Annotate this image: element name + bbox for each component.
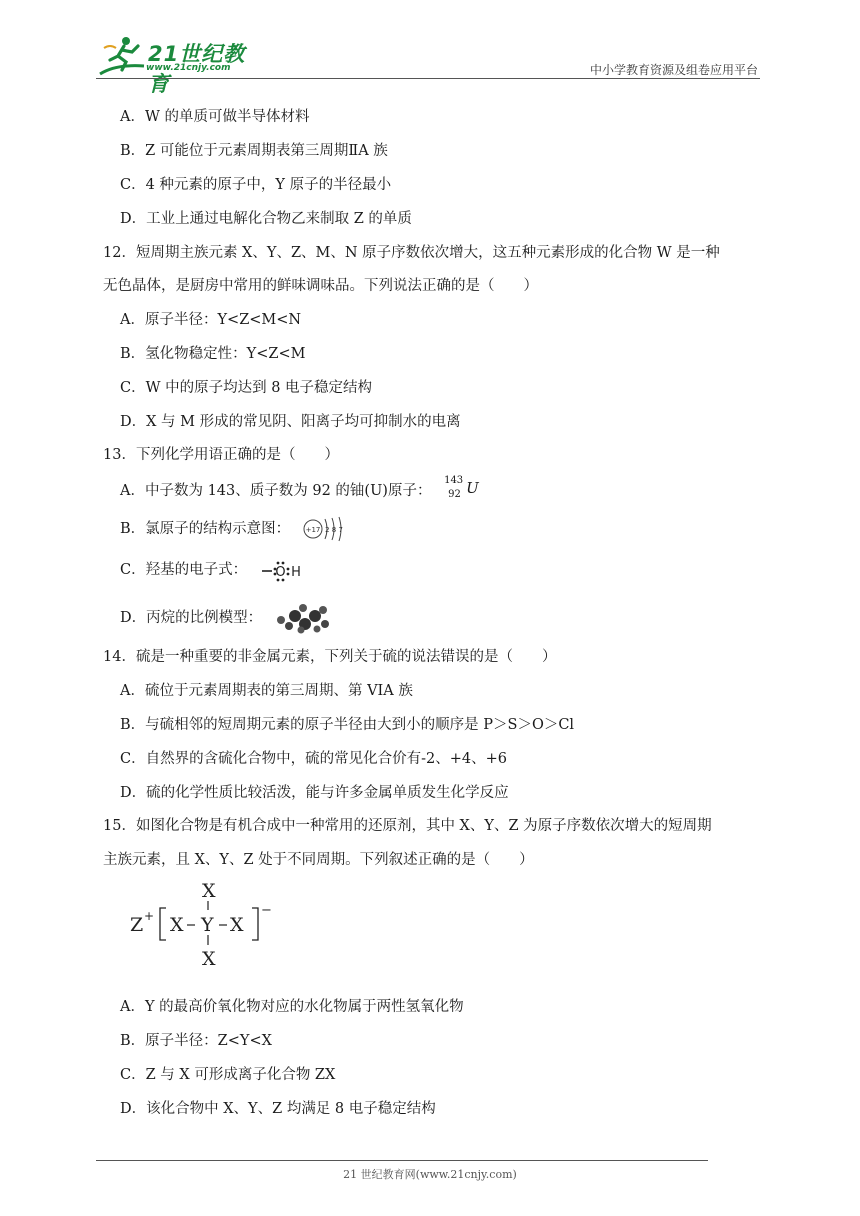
q13-stem: 13．下列化学用语正确的是（ ） xyxy=(103,447,339,463)
page-header xyxy=(96,34,760,96)
nuclide-atomic: 92 xyxy=(448,489,461,500)
q12-option-b: B．氢化物稳定性：Y<Z<M xyxy=(120,346,306,362)
q13-option-c xyxy=(120,555,312,585)
q11-option-c: C．4 种元素的原子中，Y 原子的半径最小 xyxy=(120,177,392,193)
header-divider xyxy=(96,78,760,79)
structure-z: Z xyxy=(130,914,144,936)
q15-option-c: C．Z 与 X 可形成离子化合物 ZX xyxy=(120,1067,336,1083)
chlorine-atom-diagram xyxy=(301,515,351,543)
footer-divider xyxy=(96,1160,708,1161)
structure-charge: − xyxy=(261,903,272,918)
q14-stem: 14．硫是一种重要的非金属元素，下列关于硫的说法错误的是（ ） xyxy=(103,649,557,665)
q15-stem-line1: 15．如图化合物是有机合成中一种常用的还原剂，其中 X、Y、Z 为原子序数依次增大的短周期 xyxy=(103,818,712,834)
q12-option-d: D．X 与 M 形成的常见阴、阳离子均可抑制水的电离 xyxy=(120,414,461,430)
hydroxyl-electron-formula xyxy=(258,555,312,585)
structure-x-left: X xyxy=(170,914,184,936)
q13-option-c-text: C．羟基的电子式： xyxy=(120,562,248,578)
q15-option-d: D．该化合物中 X、Y、Z 均满足 8 电子稳定结构 xyxy=(120,1101,436,1117)
structure-y: Y xyxy=(201,914,214,936)
q15-option-a: A．Y 的最高价氧化物对应的水化物属于两性氢氧化物 xyxy=(120,999,464,1015)
q14-option-d: D．硫的化学性质比较活泼，能与许多金属单质发生化学反应 xyxy=(120,785,509,801)
compound-structure-figure xyxy=(126,880,286,970)
logo-url: www.21cnjy.com xyxy=(146,63,231,73)
q15-option-b: B．原子半径：Z<Y<X xyxy=(120,1033,272,1049)
q15-stem-line2: 主族元素，且 X、Y、Z 处于不同周期。下列叙述正确的是（ ） xyxy=(103,852,534,868)
structure-x-top: X xyxy=(202,880,216,902)
svg-text:O: O xyxy=(275,565,286,580)
nuclide-mass: 143 xyxy=(444,475,464,486)
nuclide-symbol xyxy=(444,477,484,505)
q12-stem-line1: 12．短周期主族元素 X、Y、Z、M、N 原子序数依次增大，这五种元素形成的化合物 W 是一种 xyxy=(103,245,720,261)
q13-option-d xyxy=(120,602,333,634)
propane-model-icon xyxy=(273,602,333,634)
structure-x-right: X xyxy=(230,914,244,936)
nuclide-letter: U xyxy=(466,479,479,497)
q12-option-a: A．原子半径：Y<Z<M<N xyxy=(120,312,302,328)
atom-shell-label: 2 8 7 xyxy=(324,526,343,534)
structure-z-charge: + xyxy=(144,909,155,923)
q13-option-a xyxy=(120,477,484,505)
q11-option-d: D．工业上通过电解化合物乙来制取 Z 的单质 xyxy=(120,211,412,227)
logo xyxy=(96,34,266,96)
q12-stem-line2: 无色晶体，是厨房中常用的鲜味调味品。下列说法正确的是（ ） xyxy=(103,278,538,294)
q13-option-b-text: B．氯原子的结构示意图： xyxy=(120,521,291,537)
q13-option-d-text: D．丙烷的比例模型： xyxy=(120,610,263,626)
atom-nucleus-label: +17 xyxy=(305,526,321,534)
page-footer: 21 世纪教育网(www.21cnjy.com) xyxy=(343,1168,517,1181)
q11-option-b: B．Z 可能位于元素周期表第三周期ⅡA 族 xyxy=(120,143,388,159)
platform-name: 中小学教育资源及组卷应用平台 xyxy=(589,63,758,77)
structure-x-bottom: X xyxy=(202,948,216,970)
q14-option-a: A．硫位于元素周期表的第三周期、第 VIA 族 xyxy=(120,683,413,699)
q13-option-b xyxy=(120,515,351,543)
logo-text: 21世纪教育 xyxy=(148,42,246,96)
svg-text:H: H xyxy=(290,565,301,580)
q13-option-a-text: A．中子数为 143、质子数为 92 的铀(U)原子： xyxy=(120,483,432,499)
runner-logo-icon xyxy=(96,34,148,78)
q12-option-c: C．W 中的原子均达到 8 电子稳定结构 xyxy=(120,380,373,396)
q11-option-a: A．W 的单质可做半导体材料 xyxy=(120,109,310,125)
q14-option-c: C．自然界的含硫化合物中，硫的常见化合价有-2、+4、+6 xyxy=(120,751,507,767)
q14-option-b: B．与硫相邻的短周期元素的原子半径由大到小的顺序是 P＞S＞O＞Cl xyxy=(120,717,575,733)
